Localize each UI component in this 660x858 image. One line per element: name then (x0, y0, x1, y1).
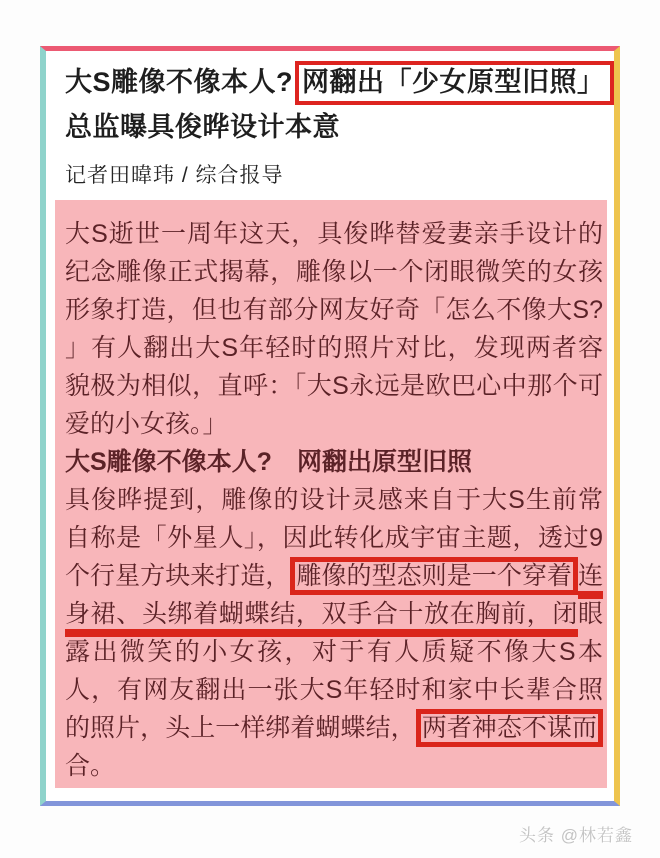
title-highlight-box: 网翻出「少女原型旧照」 (295, 61, 614, 105)
article-content (46, 51, 614, 788)
emphasis-underline: 连身裙、头绑着蝴蝶结，双手合十放在胸前，闭 (65, 562, 603, 637)
section-heading: 大S雕像不像本人? 网翻出原型旧照 (65, 448, 472, 476)
watermark: 头条 @林若鑫 (519, 826, 633, 845)
title-line-2: 总监曝具俊晔设计本意 (65, 112, 340, 142)
paragraph-2-text: 具俊晔提到，雕像的设计灵感来自于大S生前常自称是「外星人」，因此转化成宇宙主题，透过9个行星方块来打造， (65, 486, 603, 590)
emphasis-box-1: 雕像的型态则是一个穿着 (290, 557, 578, 595)
paragraph-2 (65, 481, 603, 785)
article-title (65, 60, 614, 150)
paragraph-1: 大S逝世一周年这天，具俊晔替爱妻亲手设计的纪念雕像正式揭幕，雕像以一个闭眼微笑的女孩形象打造，但也有部分网友好奇「怎么不像大S? 」有人翻出大S年轻时的照片对比，发现两者容貌极为相似，直呼：「大S永远是欧巴心中那个可爱的小女孩。」 (65, 220, 603, 438)
article-frame (40, 46, 620, 806)
byline: 记者田暐玮 / 综合报导 (65, 164, 284, 187)
paragraph-2-text: 合。 (65, 752, 116, 780)
highlighted-article-body (55, 200, 607, 788)
title-text-plain: 大S雕像不像本人? (65, 67, 294, 97)
emphasis-box-2: 两者神态不谋而 (416, 709, 603, 747)
paragraph-2-text: 眼露出微笑的小女孩，对于有人质疑不像大S本人，有网友翻出一张大S年轻时和家中长辈合照的照片，头上一样绑着蝴蝶结， (65, 600, 603, 742)
title-line-1 (65, 67, 614, 97)
